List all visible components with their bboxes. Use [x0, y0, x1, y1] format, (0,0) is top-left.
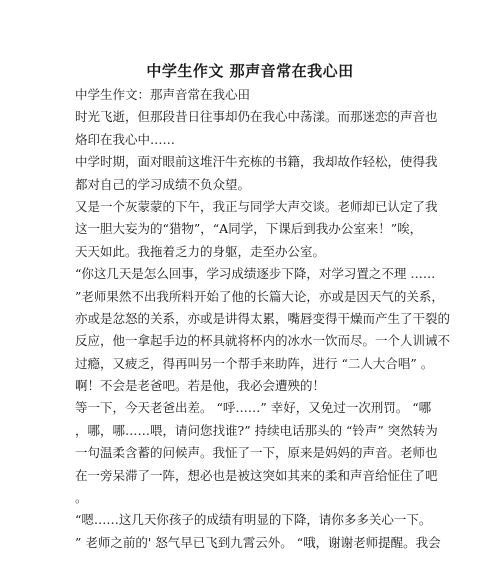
body-line: ” 老师之前的' 怒气早已飞到九霄云外。 “哦，谢谢老师提醒。我会 — [75, 534, 441, 550]
body-line: ，哪，哪……喂，请问您找谁?” 持续电话那头的 “铃声” 突然转为 — [75, 422, 438, 438]
body-line: 又是一个灰蒙蒙的下午，我正与同学大声交谈。老师却已认定了我 — [75, 198, 438, 214]
body-line: 啊！不会是老爸吧。若是他，我必会遭殃的！ — [75, 378, 326, 394]
document-body — [75, 84, 495, 554]
body-line: 烙印在我心中…… — [75, 131, 176, 147]
body-line: 反应，他一拿起手边的杯具就将杯内的冰水一饮而尽。一个人训诫不 — [75, 333, 451, 349]
body-line: 天天如此。我拖着乏力的身躯，走至办公室。 — [75, 243, 326, 259]
body-line: 都对自己的学习成绩不负众望。 — [75, 176, 251, 192]
body-line: ”老师果然不出我所料开始了他的长篇大论，亦或是因天气的关系， — [75, 288, 444, 304]
body-line: “你这几天是怎么回事，学习成绩逐步下降，对学习置之不理 …… — [75, 266, 436, 282]
body-line: 中学时期，面对眼前这堆汗牛充栋的书籍，我却故作轻松，使得我 — [75, 154, 438, 170]
body-line: 一句温柔含蓄的问候声。我怔了一下，原来是妈妈的声音。老师也 — [75, 445, 438, 461]
body-line: “嗯……这几天你孩子的成绩有明显的下降，请你多多关心一下。 — [75, 512, 432, 528]
document-title: 中学生作文 那声音常在我心田 — [146, 62, 354, 80]
body-line: 。 — [75, 490, 88, 506]
body-line: 这一胆大妄为的“猎物”，“A同学，下课后到我办公室来！”唉， — [75, 221, 423, 237]
body-line: 在一旁呆滞了一阵，想必也是被这突如其来的柔和声音给怔住了吧 — [75, 467, 438, 483]
body-line: 时光飞逝，但那段昔日往事却仍在我心中荡漾。而那迷恋的声音也 — [75, 109, 438, 125]
body-line: 中学生作文：那声音常在我心田 — [75, 87, 251, 102]
body-line: 亦或是忿怒的关系，亦或是讲得太累，嘴唇变得干燥而产生了干裂的 — [75, 310, 451, 326]
body-line: 过瘾，又疲乏，得再叫另一个帮手来助阵，进行 “二人大合唱” 。 — [75, 355, 434, 371]
body-line: 等一下，今天老爸出差。 “呼……” 幸好，又免过一次刑罚。 “哪 — [75, 400, 432, 416]
